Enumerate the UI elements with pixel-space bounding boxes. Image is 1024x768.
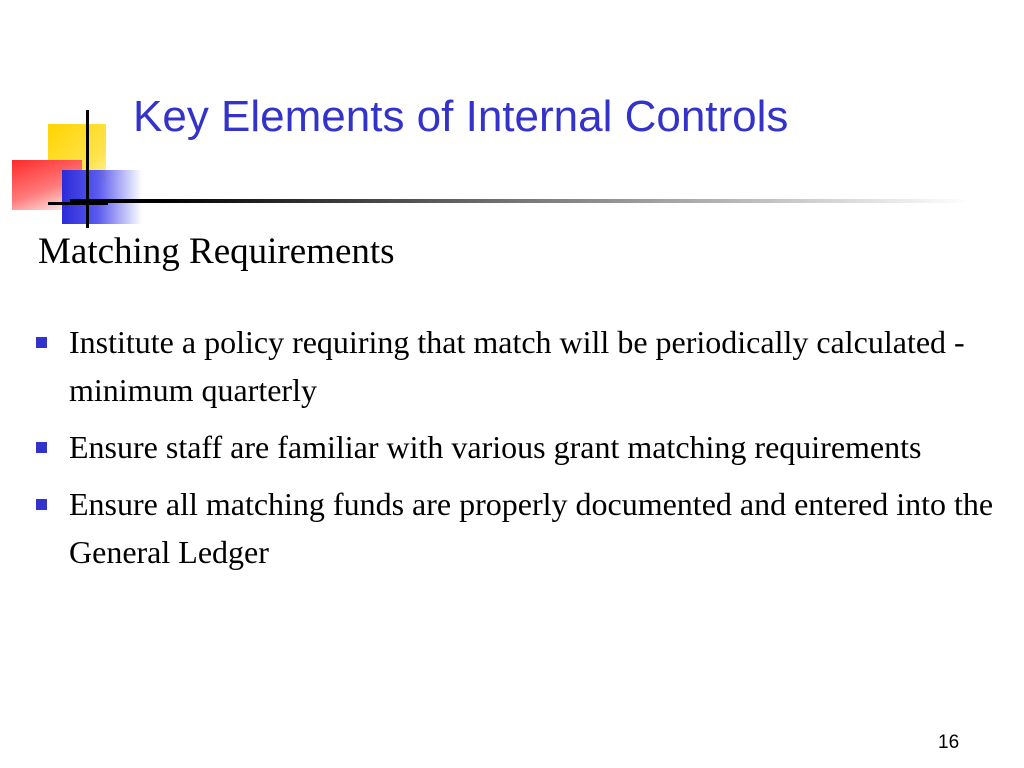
bullet-list [34, 318, 1004, 585]
bullet-square-icon [36, 442, 47, 453]
title-underline [70, 199, 970, 203]
list-item [34, 423, 1004, 471]
list-item [34, 480, 1004, 576]
bullet-text: Ensure staff are familiar with various grant matching requirements [69, 429, 922, 465]
bullet-text: Ensure all matching funds are properly documented and entered into the General Ledger [69, 486, 994, 570]
list-item [34, 318, 1004, 414]
slide-subtitle: Matching Requirements [38, 231, 395, 272]
bullet-square-icon [36, 337, 47, 348]
bullet-square-icon [36, 499, 47, 510]
bullet-text: Institute a policy requiring that match will be periodically calculated - minimum quarterly [69, 324, 965, 408]
logo-blue-square [62, 170, 142, 224]
page-number: 16 [938, 732, 960, 753]
logo-vertical-line [86, 110, 89, 228]
slide-title: Key Elements of Internal Controls [133, 92, 789, 141]
